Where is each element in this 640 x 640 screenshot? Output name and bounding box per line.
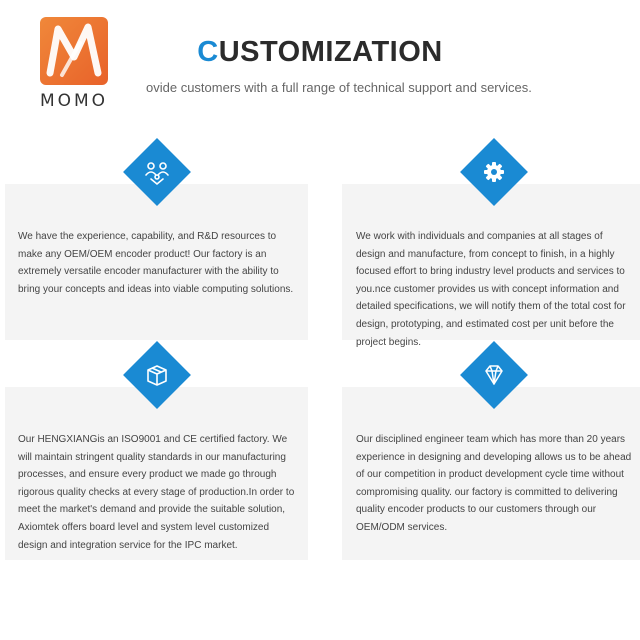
page-subtitle: ovide customers with a full range of technical support and services.: [146, 80, 532, 95]
box-icon: [142, 360, 172, 390]
service-card-design: [342, 184, 640, 348]
page-title: [0, 36, 640, 69]
card-text: We work with individuals and companies at all stages of design and manufacture, from concept to finish, in a highly focused effort to bring industry level products and services to you.nce customer provides us with concept information and detailed specifications, we will notify them of the total cost for design, prototyping, and estimated cost per unit before the project begins.: [356, 231, 626, 348]
card-text: Our disciplined engineer team which has more than 20 years experience in designing and developing allows us to be ahead of our competition in product development cycle time without compromising quality. our factory is committed to delivering quality encoder products to our customers through our OEM/ODM services.: [356, 434, 632, 533]
card-text: We have the experience, capability, and R&D resources to make any OEM/OEM encoder product! Our factory is an extremely versatile encoder manufacturer with the ability to bring your concepts and ideas into viable computing solutions.: [18, 231, 294, 295]
gear-icon: [479, 157, 509, 187]
card-text: Our HENGXIANGis an ISO9001 and CE certified factory. We will maintain stringent quality standards in our manufacturing processes, and ensure every product we made go through rigorous quality checks at every stage of production.In order to meet the market's demand and provide the suitable solution, Axiomtek offers board level and system level customized design and integration service for the IPC market.: [18, 434, 295, 551]
title-first-letter: C: [197, 36, 219, 68]
service-card-engineering: [342, 387, 640, 560]
team-icon: [142, 157, 172, 187]
service-card-quality: [5, 387, 308, 560]
title-rest: USTOMIZATION: [218, 36, 443, 68]
service-card-experience: [5, 184, 308, 340]
diamond-icon: [479, 360, 509, 390]
logo-text: MOMO: [39, 91, 109, 111]
